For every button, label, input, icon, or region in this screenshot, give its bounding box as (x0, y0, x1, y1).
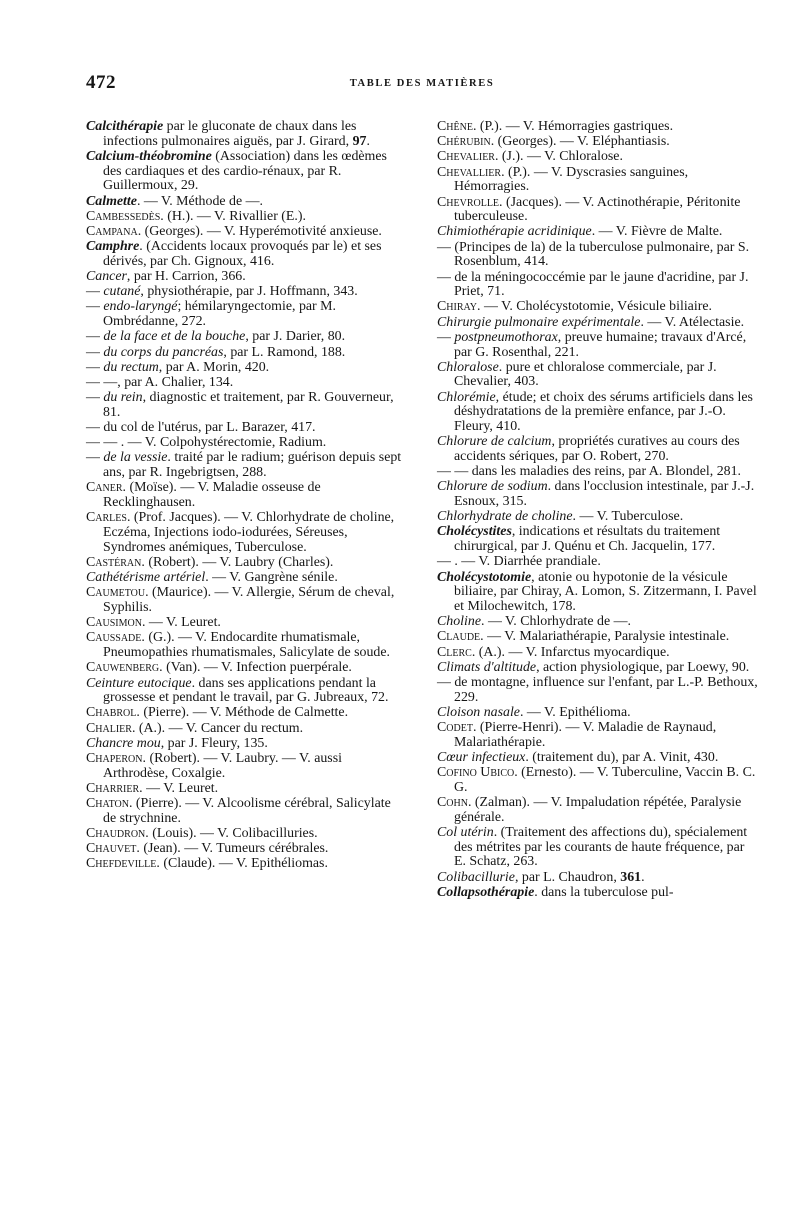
entry-text: Collapsothérapie (437, 884, 535, 900)
entry-text: . — V. Gangrène sénile. (205, 570, 338, 586)
entry-text: Cofino Ubico (437, 765, 515, 781)
entry-text: . pure et chloralose commerciale, par J. Chevalier, 403. (454, 359, 717, 390)
entry-text: . (Zalman). — V. Impaludation répétée, Paralysie générale. (454, 795, 742, 825)
page-number: 472 (86, 72, 116, 93)
entry-text: Codet (437, 720, 473, 736)
entry-text: , par L. Chaudron, (514, 869, 621, 885)
entry-text: cutané (103, 284, 141, 300)
entry-text: — (86, 329, 104, 345)
index-entry (86, 421, 407, 436)
entry-text: Chlorémie (437, 389, 496, 405)
index-entry (437, 766, 758, 795)
entry-text: . dans ses applications pendant la grossesse et pendant le travail, par G. Jubreaux, 72. (103, 675, 389, 706)
entry-text: Cancer (86, 269, 127, 285)
entry-text: — (86, 390, 104, 406)
entry-text: — — dans les maladies des reins, par A. Blondel, 281. (437, 464, 741, 480)
index-entry (437, 555, 758, 570)
entry-text: — (Principes de la) de la tuberculose pulmonaire, par S. Rosenblum, 414. (437, 239, 750, 270)
entry-text: . (Pierre). — V. Méthode de Calmette. (136, 705, 349, 721)
entry-text: , par H. Carrion, 366. (126, 269, 246, 285)
entry-text: . — V. Cholécystotomie, Vésicule biliaire. (477, 299, 712, 315)
index-entry (86, 827, 407, 842)
entry-text: . dans la tuberculose pul- (534, 884, 674, 900)
entry-text: — (86, 359, 104, 375)
entry-text: . (H.). — V. Rivallier (E.). (160, 208, 306, 224)
entry-text: — (86, 284, 104, 300)
index-entry (437, 480, 758, 509)
index-entry (86, 586, 407, 615)
entry-text: postpneumothorax (454, 329, 558, 345)
entry-text: — —, par A. Chalier, 134. (86, 374, 234, 390)
entry-text: Cholécystotomie (437, 569, 532, 585)
index-entry (437, 751, 758, 766)
index-columns (86, 120, 758, 901)
entry-text: . (Prof. Jacques). — V. Chlorhydrate de choline, Eczéma, Injections iodo-iodurées, Séreuses, Syndromes anémiques, Tuberculose. (103, 510, 395, 555)
entry-text: , par L. Ramond, 188. (223, 344, 346, 360)
entry-text: . — V. Méthode de —. (136, 193, 263, 209)
index-entry (86, 346, 407, 361)
index-entry (437, 241, 758, 270)
entry-text: . (Claude). — V. Epithéliomas. (156, 856, 328, 872)
index-entry (86, 210, 407, 225)
index-entry (437, 826, 758, 870)
index-entry (86, 270, 407, 285)
entry-text: . (Robert). — V. Laubry (Charles). (141, 554, 334, 570)
page-header (86, 72, 758, 106)
entry-text: Cohn (437, 795, 468, 811)
entry-text: Climats d'altitude (437, 659, 537, 675)
index-entry (437, 316, 758, 331)
entry-text: , par A. Morin, 420. (158, 359, 270, 375)
index-entry (437, 571, 758, 615)
entry-text: . — V. Atélectasie. (640, 314, 745, 330)
entry-text: Cloison nasale (437, 704, 520, 720)
index-entry (86, 631, 407, 660)
entry-text: Chevallier (437, 164, 502, 180)
entry-text: Campana (86, 223, 138, 239)
entry-text: , diagnostic et traitement, par R. Gouverneur, 81. (103, 390, 394, 420)
entry-text: . — V. Leuret. (141, 615, 221, 631)
entry-text: Chancre mou (86, 735, 161, 751)
index-entry (437, 435, 758, 464)
entry-text: . (Traitement des affections du), spécialement des métrites par les courants de haute fréquence, par E. Schatz, 263. (454, 825, 748, 870)
entry-text: Chérubin (437, 134, 491, 150)
entry-text: Choline (437, 614, 481, 630)
index-entry (437, 391, 758, 435)
entry-text: Chaudron (86, 826, 146, 842)
entry-text: Carles (86, 510, 127, 526)
entry-text: ; hémilaryngectomie, par M. Ombrédanne, 272. (103, 299, 336, 330)
entry-text: , par J. Fleury, 135. (160, 735, 268, 751)
entry-text: Chiray (437, 299, 478, 315)
entry-text: . traité par le radium; guérison depuis sept ans, par R. Ingebrigtsen, 288. (103, 450, 402, 481)
entry-text: Caner (86, 480, 123, 496)
entry-text: Caussade (86, 630, 142, 646)
entry-text: Chimiothérapie acridinique (437, 224, 592, 240)
index-entry (437, 361, 758, 390)
entry-text: Ceinture eutocique (86, 675, 192, 691)
index-entry (86, 661, 407, 676)
entry-text: . (Ernesto). — V. Tuberculine, Vaccin B. C. G. (454, 765, 756, 795)
entry-text: — de montagne, influence sur l'enfant, par L.-P. Bethoux, 229. (437, 675, 758, 705)
index-entry (86, 436, 407, 451)
entry-text: . dans l'occlusion intestinale, par J.-J. Esnoux, 315. (454, 479, 755, 510)
index-entry (437, 331, 758, 360)
left-column (86, 120, 407, 901)
index-entry (437, 796, 758, 825)
entry-text: du rein (103, 390, 143, 406)
entry-text: Causimon (86, 615, 142, 631)
index-entry (86, 511, 407, 555)
index-entry (86, 556, 407, 571)
entry-text: Cambessedès (86, 208, 161, 224)
entry-text: . (P.). — V. Dyscrasies sanguines, Hémorragies. (454, 164, 689, 195)
entry-text: — de la méningococcémie par le jaune d'acridine, par J. Priet, 71. (437, 269, 749, 300)
entry-text: — (86, 450, 104, 466)
entry-text: Chlorure de calcium (437, 434, 552, 450)
entry-text: Chaperon (86, 751, 143, 767)
entry-text: . (Moïse). — V. Maladie osseuse de Recklinghausen. (103, 480, 321, 511)
entry-text: Chabrol (86, 705, 137, 721)
index-entry (86, 330, 407, 345)
entry-text: du corps du pancréas (103, 344, 224, 360)
entry-text: Cauwenberg (86, 660, 160, 676)
entry-text: . (A.). — V. Infarctus myocardique. (471, 644, 670, 660)
entry-text: Claude (437, 629, 481, 645)
index-entry (86, 571, 407, 586)
entry-text: , étude; et choix des sérums artificiels dans les déshydratations de la première enfance, par J.-O. Fleury, 410. (454, 389, 753, 435)
entry-text: 361 (620, 869, 642, 885)
entry-text: . (Jacques). — V. Actinothérapie, Péritonite tuberculeuse. (454, 194, 741, 225)
entry-text: , physiothérapie, par J. Hoffmann, 343. (140, 284, 358, 300)
entry-text: , propriétés curatives au cours des accidents sériques, par O. Robert, 270. (454, 434, 740, 464)
entry-text: , atonie ou hypotonie de la vésicule biliaire, par Chiray, A. Lomon, S. Zitzermann, I. Pavel et Milochewitch, 178. (454, 569, 757, 614)
entry-text: , par J. Darier, 80. (245, 329, 346, 345)
entry-text: Col utérin (437, 825, 494, 841)
index-entry (86, 150, 407, 194)
entry-text: . (Georges). — V. Eléphantiasis. (490, 134, 670, 150)
entry-text: Chevrolle (437, 194, 500, 210)
index-entry (86, 225, 407, 240)
index-entry (437, 661, 758, 676)
entry-text: . (Accidents locaux provoqués par le) et ses dérivés, par Ch. Gignoux, 416. (103, 239, 382, 269)
index-entry (86, 300, 407, 329)
entry-text: . — V. Tuberculose. (572, 509, 684, 525)
index-entry (86, 616, 407, 631)
index-entry (86, 376, 407, 391)
entry-text: Chalier (86, 720, 132, 736)
index-entry (437, 510, 758, 525)
entry-text: Cœur infectieux (437, 750, 526, 766)
entry-text: Chefdeville (86, 856, 157, 872)
index-entry (437, 721, 758, 750)
index-entry (437, 886, 758, 901)
entry-text: . (P.). — V. Hémorragies gastriques. (472, 119, 674, 134)
entry-text: Chauvet (86, 841, 137, 857)
index-entry (86, 797, 407, 826)
entry-text: — du col de l'utérus, par L. Barazer, 417. (86, 420, 316, 436)
index-entry (437, 166, 758, 195)
entry-text: . (Maurice). — V. Allergie, Sérum de cheval, Syphilis. (103, 585, 395, 615)
entry-text: . (J.). — V. Chloralose. (494, 149, 623, 165)
right-column (437, 120, 758, 901)
entry-text: Camphre (86, 239, 140, 255)
entry-text: — . — V. Diarrhée prandiale. (437, 554, 601, 570)
entry-text: Chloralose (437, 359, 499, 375)
index-entry (86, 120, 407, 149)
index-entry (437, 135, 758, 150)
entry-text: . (Jean). — V. Tumeurs cérébrales. (136, 841, 329, 857)
entry-text: Chirurgie pulmonaire expérimentale (437, 314, 641, 330)
entry-text: . (Louis). — V. Colibacilluries. (145, 826, 318, 842)
index-entry (437, 150, 758, 165)
entry-text: . (Robert). — V. Laubry. — V. aussi Arthrodèse, Coxalgie. (103, 751, 342, 781)
entry-text: Chaton (86, 796, 129, 812)
entry-text: par le gluconate de chaux dans les infections pulmonaires aiguës, par J. Girard, (103, 119, 357, 149)
entry-text: Chlorure de sodium (437, 479, 548, 495)
index-entry (86, 706, 407, 721)
entry-text: — — . — V. Colpohystérectomie, Radium. (86, 435, 327, 451)
index-entry (86, 857, 407, 872)
entry-text: Calcithérapie (86, 119, 164, 134)
entry-text: Cathétérisme artériel (86, 570, 206, 586)
entry-text: Calmette (86, 193, 137, 209)
entry-text: Clerc (437, 644, 472, 660)
entry-text: de la vessie (103, 450, 168, 466)
entry-text: , action physiologique, par Loewy, 90. (536, 659, 750, 675)
index-entry (86, 451, 407, 480)
entry-text: . (Pierre-Henri). — V. Maladie de Raynaud, Malariathérapie. (454, 720, 717, 750)
entry-text: Cholécystites (437, 524, 512, 540)
index-entry (437, 300, 758, 315)
index-entry (86, 195, 407, 210)
index-entry (86, 752, 407, 781)
entry-text: . (Georges). — V. Hyperémotivité anxieuse. (137, 223, 382, 239)
entry-text: . (Van). — V. Infection puerpérale. (159, 660, 352, 676)
entry-text: 97 (352, 133, 367, 149)
entry-text: . (641, 869, 645, 885)
entry-text: , indications et résultats du traitement chirurgical, par J. Quénu et Ch. Jacquelin, 177. (454, 524, 721, 555)
index-entry (86, 722, 407, 737)
index-entry (437, 676, 758, 705)
index-entry (86, 481, 407, 510)
entry-text: du rectum (103, 359, 159, 375)
index-entry (86, 782, 407, 797)
entry-text: de la face et de la bouche (103, 329, 246, 345)
index-entry (437, 225, 758, 240)
index-entry (86, 737, 407, 752)
index-entry (86, 391, 407, 420)
index-entry (437, 706, 758, 721)
entry-text: . — V. Epithélioma. (519, 704, 631, 720)
entry-text: Chêne (437, 119, 473, 134)
index-entry (86, 240, 407, 269)
entry-text: Caumetou (86, 585, 146, 601)
entry-text: — (437, 329, 455, 345)
index-entry (437, 871, 758, 886)
running-title: TABLE DES MATIÈRES (349, 78, 495, 89)
entry-text: . — V. Chlorhydrate de —. (481, 614, 631, 630)
entry-text: . (A.). — V. Cancer du rectum. (131, 720, 304, 736)
index-entry (86, 361, 407, 376)
entry-text: Calcium-théobromine (86, 148, 212, 164)
index-entry (437, 120, 758, 135)
entry-text: Chevalier (437, 149, 495, 165)
index-entry (86, 677, 407, 706)
entry-text: Colibacillurie (437, 869, 515, 885)
index-entry (437, 525, 758, 554)
entry-text: . (366, 133, 370, 149)
entry-text: . (traitement du), par A. Vinit, 430. (525, 750, 719, 766)
index-entry (437, 615, 758, 630)
index-entry (437, 630, 758, 645)
entry-text: , preuve humaine; travaux d'Arcé, par G. Rosenthal, 221. (454, 329, 747, 360)
entry-text: . — V. Malariathérapie, Paralysie intestinale. (480, 629, 730, 645)
entry-text: Chlorhydrate de choline (437, 509, 573, 525)
entry-text: — (86, 299, 104, 315)
entry-text: . (G.). — V. Endocardite rhumatismale, Pneumopathies rhumatismales, Salicylate de soude. (103, 630, 391, 661)
index-entry (86, 842, 407, 857)
entry-text: endo-laryngé (103, 299, 178, 315)
entry-text: . (Pierre). — V. Alcoolisme cérébral, Salicylate de strychnine. (103, 796, 391, 826)
entry-text: . — V. Leuret. (139, 780, 219, 796)
index-entry (86, 285, 407, 300)
index-entry (437, 646, 758, 661)
entry-text: Castéran (86, 554, 142, 570)
entry-text: Charrier (86, 780, 140, 796)
entry-text: . — V. Fièvre de Malte. (591, 224, 723, 240)
entry-text: — (86, 344, 104, 360)
index-entry (437, 465, 758, 480)
index-entry (437, 271, 758, 300)
entry-text: (Association) dans les œdèmes des cardiaques et des cardio-rénaux, par R. Guillermoux, 29. (103, 148, 387, 194)
index-entry (437, 196, 758, 225)
